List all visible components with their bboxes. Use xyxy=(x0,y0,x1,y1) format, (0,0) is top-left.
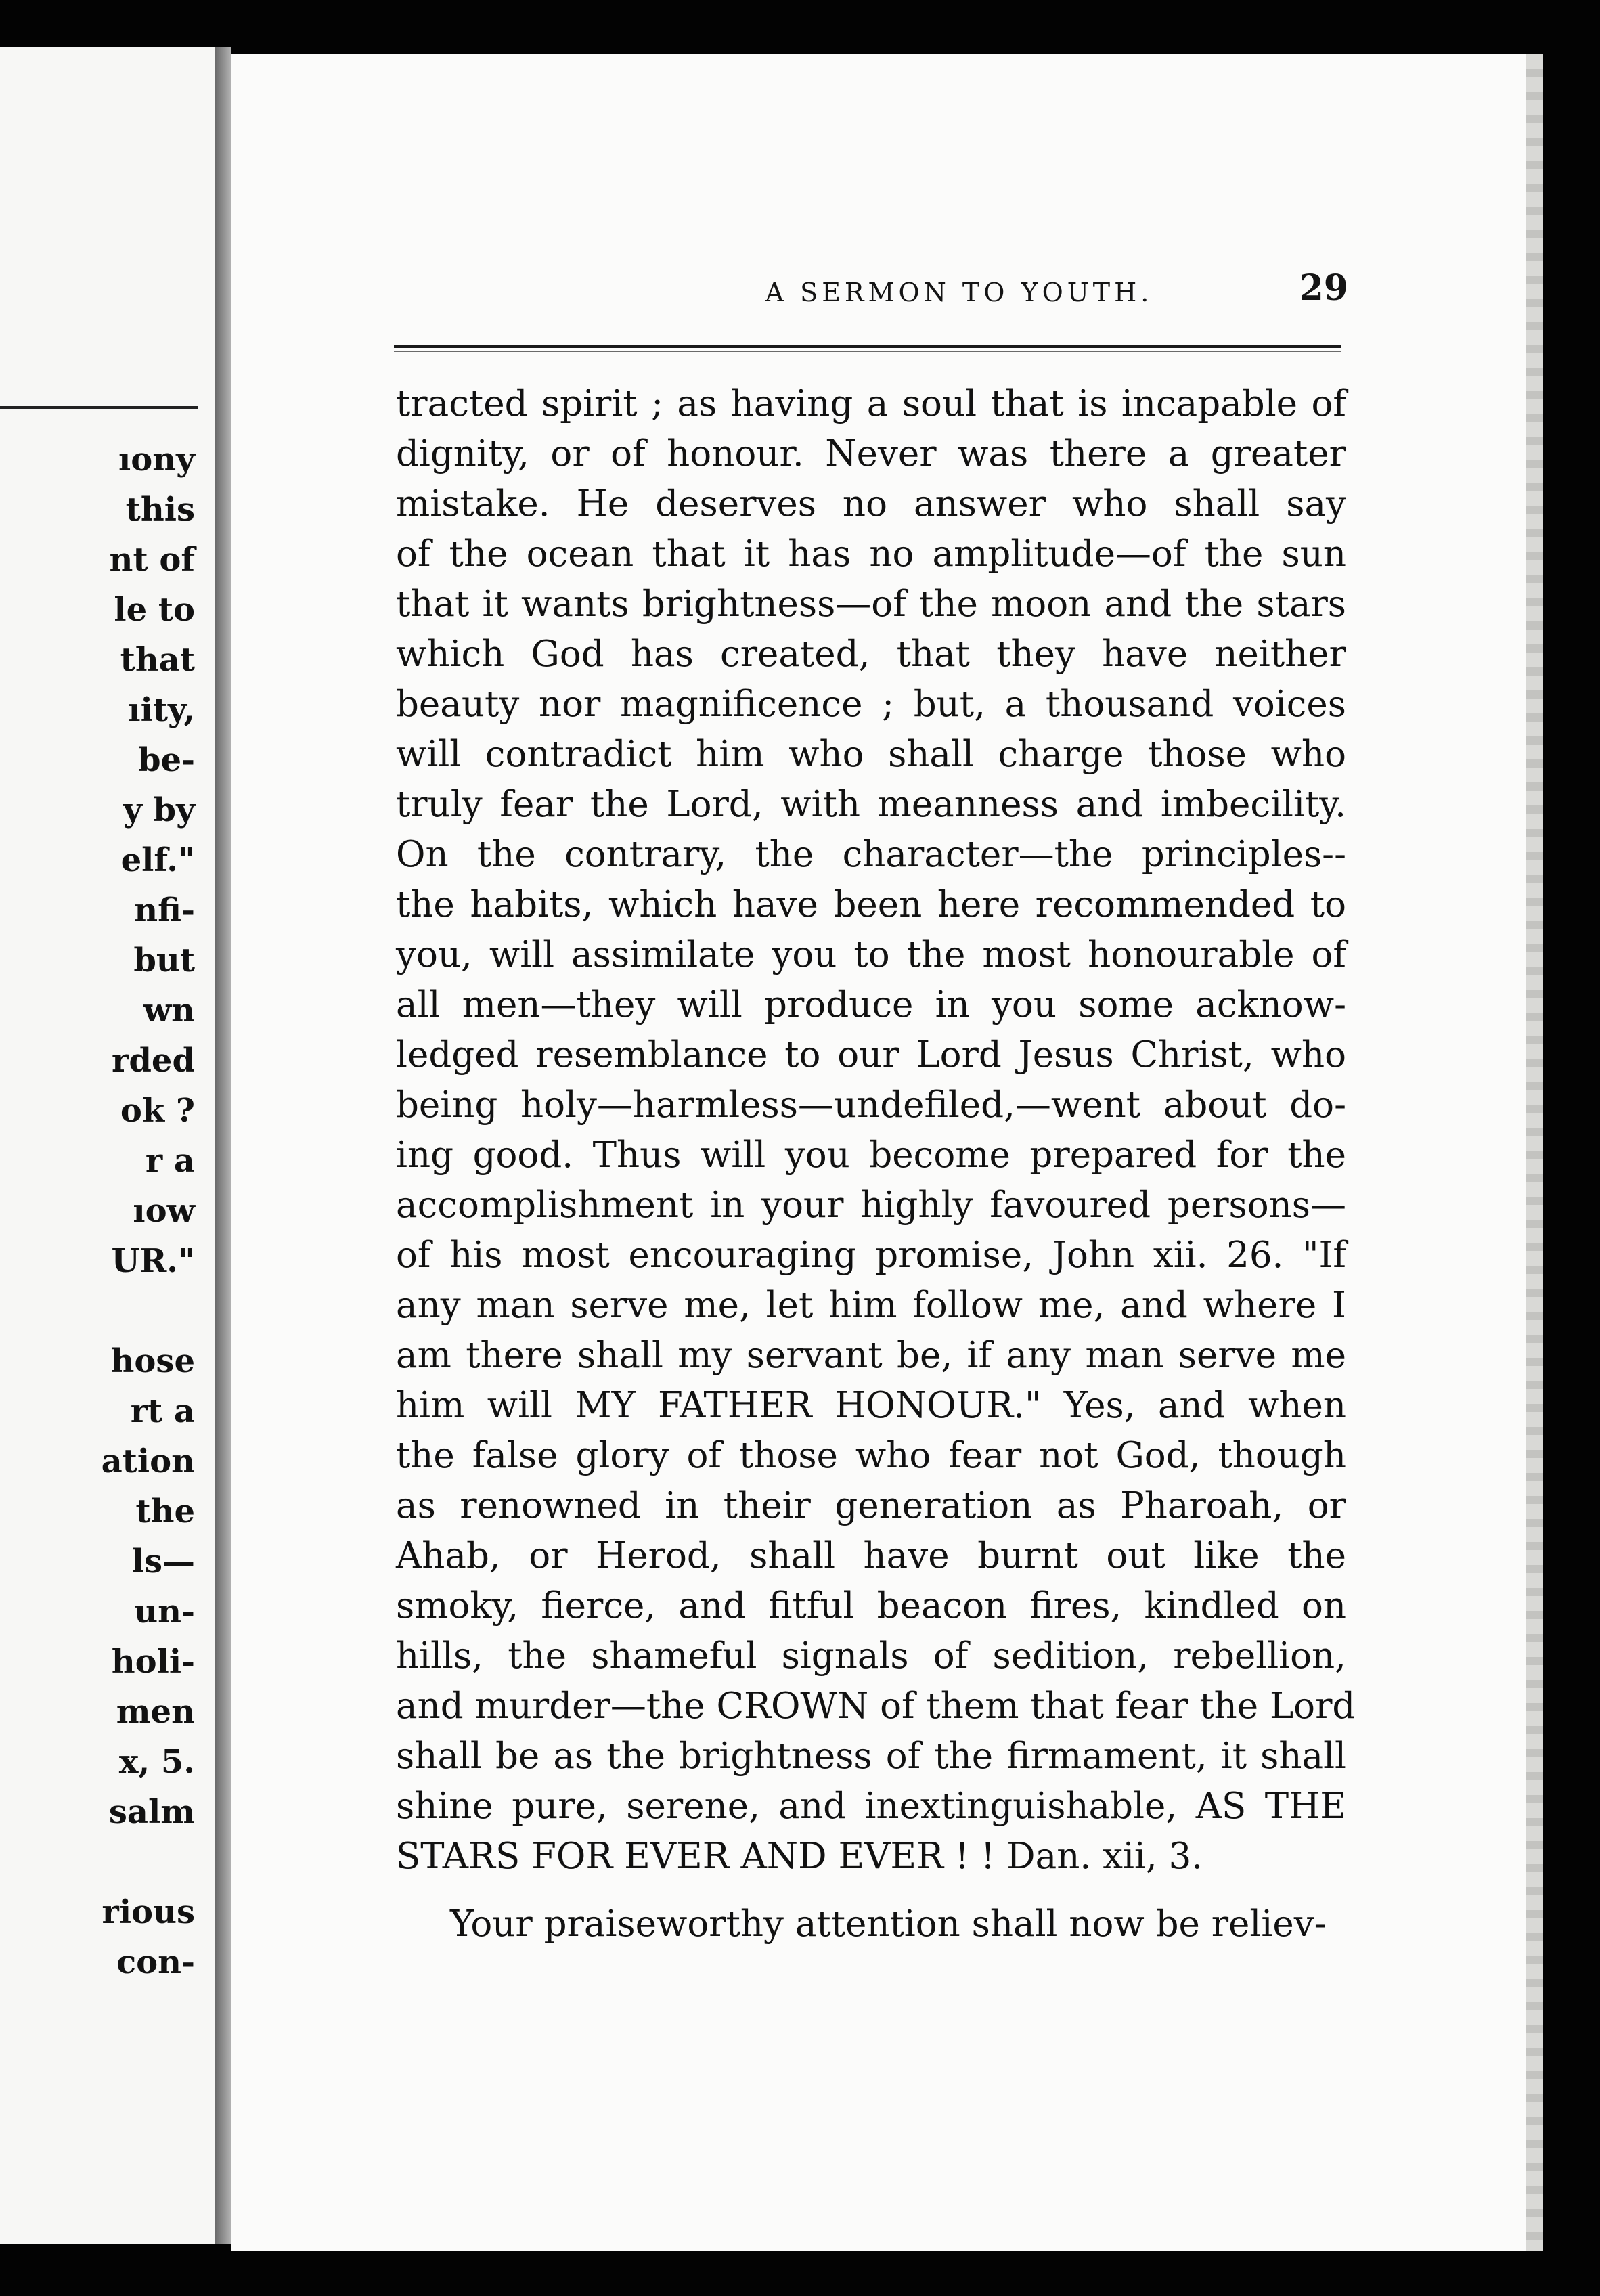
left-page-line: that xyxy=(120,641,195,679)
left-page-line: ıow xyxy=(133,1192,195,1230)
text-line: accomplishment in your highly favoured persons— xyxy=(396,1185,1346,1226)
page-number: 29 xyxy=(1299,267,1348,309)
left-page-line: ıity, xyxy=(128,691,195,729)
left-page-line: ıony xyxy=(118,441,195,479)
text-line: hills, the shameful signals of sedition, rebellion, xyxy=(396,1635,1346,1677)
text-line: will contradict him who shall charge those who xyxy=(396,734,1346,775)
left-page-line: le to xyxy=(114,591,195,629)
text-line: beauty nor magnificence ; but, a thousand voices xyxy=(396,684,1346,725)
left-page-line: UR." xyxy=(111,1242,195,1280)
text-line: him will MY FATHER HONOUR." Yes, and when xyxy=(396,1385,1346,1426)
left-page-line: the xyxy=(135,1493,195,1530)
left-page-line: hose xyxy=(110,1342,195,1380)
text-line: all men—they will produce in you some acknow- xyxy=(396,984,1346,1025)
header-rule-thin xyxy=(394,351,1341,352)
left-page-line: men xyxy=(116,1693,195,1731)
text-line: as renowned in their generation as Pharoah, or xyxy=(396,1485,1346,1526)
text-line: the habits, which have been here recommended to xyxy=(396,884,1346,925)
text-line: ing good. Thus will you become prepared for the xyxy=(396,1134,1346,1176)
left-facing-page xyxy=(0,47,217,2244)
text-line: STARS FOR EVER AND EVER ! ! Dan. xii, 3. xyxy=(396,1836,1203,1877)
left-page-line: un- xyxy=(134,1593,195,1631)
running-title: A SERMON TO YOUTH. xyxy=(765,278,1153,307)
text-line: you, will assimilate you to the most honourable of xyxy=(396,934,1346,975)
text-line: of his most encouraging promise, John xii. 26. "If xyxy=(396,1235,1346,1276)
left-page-line: ok ? xyxy=(120,1092,195,1130)
left-page-line: nt of xyxy=(109,541,195,579)
left-page-line: rt a xyxy=(130,1392,195,1430)
left-page-header-rule xyxy=(0,406,198,409)
text-line: tracted spirit ; as having a soul that is incapable of xyxy=(396,383,1346,424)
left-page-line: be- xyxy=(137,741,195,779)
header-rule xyxy=(394,345,1341,348)
left-page-line: r a xyxy=(145,1142,195,1180)
text-line: On the contrary, the character—the principles-- xyxy=(396,834,1346,875)
left-page-line: this xyxy=(125,491,195,529)
text-line: shine pure, serene, and inextinguishable, AS THE xyxy=(396,1786,1346,1827)
book-spine-shadow xyxy=(215,47,231,2244)
text-line: dignity, or of honour. Never was there a greater xyxy=(396,433,1346,474)
text-line: ledged resemblance to our Lord Jesus Christ, who xyxy=(396,1034,1346,1076)
text-line: truly fear the Lord, with meanness and imbecility. xyxy=(396,784,1346,825)
text-line: of the ocean that it has no amplitude—of the sun xyxy=(396,533,1346,575)
left-page-line: ls— xyxy=(131,1543,195,1581)
left-page-line: nfi- xyxy=(134,891,195,929)
text-line: am there shall my servant be, if any man serve me xyxy=(396,1335,1346,1376)
left-page-line: rious xyxy=(102,1893,195,1931)
left-page-line: but xyxy=(133,942,195,979)
text-line: mistake. He deserves no answer who shall say xyxy=(396,483,1346,525)
text-line: the false glory of those who fear not God, though xyxy=(396,1435,1346,1476)
left-page-line: holi- xyxy=(111,1643,195,1681)
left-page-line: y by xyxy=(123,791,195,829)
continuation-line: Your praiseworthy attention shall now be reliev- xyxy=(450,1903,1327,1945)
left-page-line: salm xyxy=(108,1793,195,1831)
text-line: that it wants brightness—of the moon and the stars xyxy=(396,583,1346,625)
left-page-line: ation xyxy=(101,1442,195,1480)
text-line: being holy—harmless—undefiled,—went about do- xyxy=(396,1084,1346,1126)
text-line: Ahab, or Herod, shall have burnt out like the xyxy=(396,1535,1346,1576)
text-line: any man serve me, let him follow me, and where I xyxy=(396,1285,1346,1326)
left-page-line: x, 5. xyxy=(118,1743,195,1781)
left-page-line: rded xyxy=(112,1042,195,1080)
text-line: which God has created, that they have neither xyxy=(396,634,1346,675)
left-page-line: wn xyxy=(143,992,195,1030)
left-page-line: con- xyxy=(116,1943,195,1981)
sermon-body-text xyxy=(396,379,1356,1949)
text-line: shall be as the brightness of the firmament, it shall xyxy=(396,1736,1346,1777)
left-page-line: elf." xyxy=(120,841,195,879)
right-page xyxy=(231,54,1543,2251)
text-line: and murder—the CROWN of them that fear the Lord xyxy=(396,1685,1356,1727)
page-fore-edge xyxy=(1526,54,1543,2251)
text-line: smoky, fierce, and fitful beacon fires, kindled on xyxy=(396,1585,1346,1627)
